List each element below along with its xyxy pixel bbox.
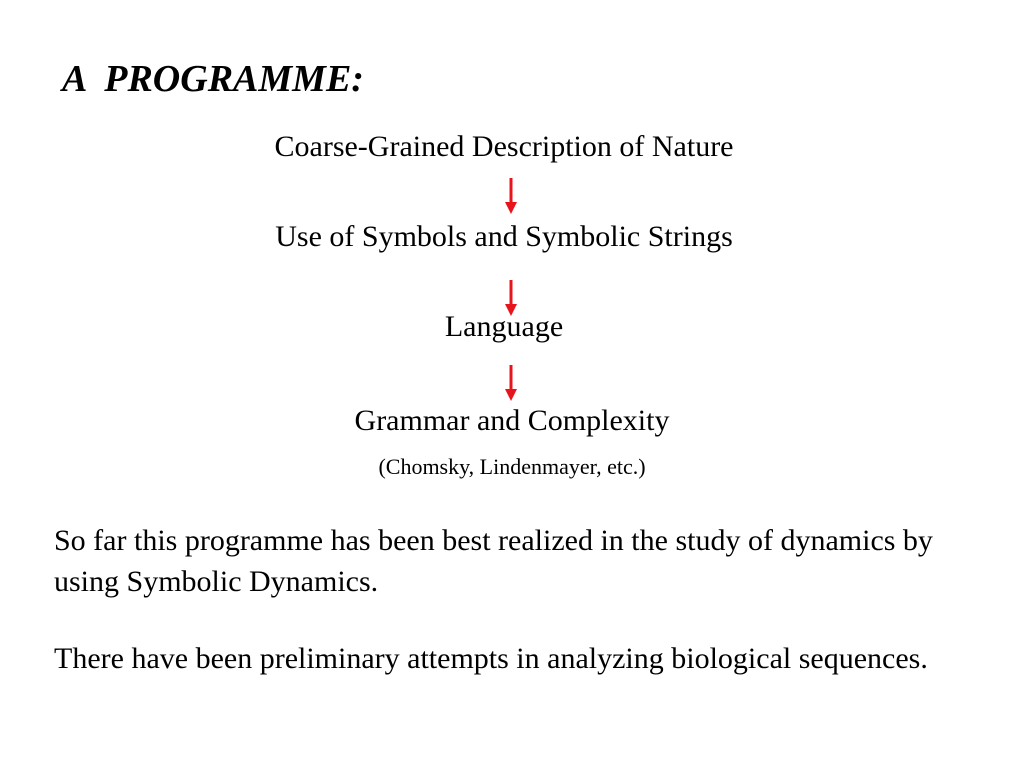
flow-note: (Chomsky, Lindenmayer, etc.) xyxy=(378,454,646,479)
arrow-down-icon xyxy=(504,178,518,214)
slide-title: A PROGRAMME: xyxy=(62,58,364,100)
paragraph-biological-sequences: There have been preliminary attempts in analyzing biological sequences. xyxy=(54,642,928,675)
flow-step-language: Language xyxy=(444,310,564,343)
flow-step-grammar: Grammar and Complexity xyxy=(354,404,670,437)
flow-step-symbols: Use of Symbols and Symbolic Strings xyxy=(275,220,733,253)
flow-step-coarse-grained: Coarse-Grained Description of Nature xyxy=(274,130,734,163)
paragraph-symbolic-dynamics: So far this programme has been best realized in the study of dynamics by using Symbolic Dynamics. xyxy=(54,524,933,598)
arrow-down-icon xyxy=(504,365,518,401)
